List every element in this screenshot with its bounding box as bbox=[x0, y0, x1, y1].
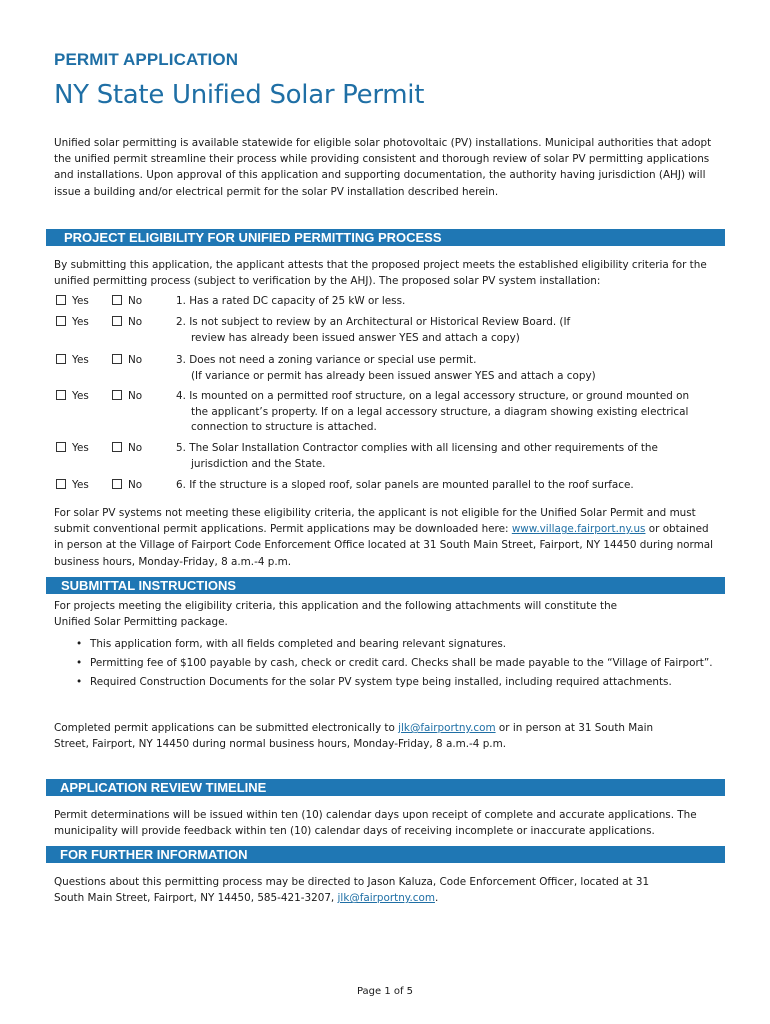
checkbox-icon bbox=[112, 354, 122, 364]
criterion-number: 3. bbox=[176, 354, 186, 366]
yes-checkbox[interactable] bbox=[56, 353, 89, 369]
criterion-line: Is not subject to review by an Architectural or Historical Review Board. (If bbox=[189, 316, 571, 328]
checkbox-icon bbox=[56, 442, 66, 452]
criterion-number: 2. bbox=[176, 316, 186, 328]
contact-email-link[interactable]: jlk@fairportny.com bbox=[337, 892, 435, 905]
yes-checkbox[interactable] bbox=[56, 389, 89, 405]
criterion-continuation: review has already been issued answer YES and attach a copy) bbox=[191, 331, 520, 344]
bullet-text: This application form, with all fields completed and bearing relevant signatures. bbox=[90, 638, 507, 650]
yes-checkbox[interactable] bbox=[56, 315, 89, 331]
criterion-row bbox=[54, 315, 724, 355]
section-heading-review: APPLICATION REVIEW TIMELINE bbox=[46, 779, 725, 796]
no-checkbox[interactable] bbox=[112, 353, 142, 369]
criterion-continuation: jurisdiction and the State. bbox=[191, 457, 326, 470]
checkbox-icon bbox=[112, 295, 122, 305]
submittal-lead: For projects meeting the eligibility criteria, this application and the following attachments will constitute the Unified Solar Permitting package. bbox=[54, 600, 618, 629]
section-heading-submittal: SUBMITTAL INSTRUCTIONS bbox=[46, 577, 725, 594]
no-checkbox[interactable] bbox=[112, 389, 142, 405]
bullet-text: Required Construction Documents for the solar PV system type being installed, including required attachments. bbox=[90, 676, 672, 689]
village-website-link[interactable]: www.village.fairport.ny.us bbox=[511, 523, 646, 536]
no-checkbox[interactable] bbox=[112, 478, 142, 494]
yes-checkbox[interactable] bbox=[56, 441, 89, 457]
criterion-number: 4. bbox=[176, 390, 186, 402]
criterion-text bbox=[176, 294, 706, 310]
criterion-number: 5. bbox=[176, 442, 186, 454]
criterion-continuation: (If variance or permit has already been issued answer YES and attach a copy) bbox=[191, 369, 596, 382]
checkbox-icon bbox=[56, 316, 66, 326]
bullet-glyph: • bbox=[76, 638, 83, 650]
yes-label: Yes bbox=[72, 354, 89, 366]
criterion-line: Has a rated DC capacity of 25 kW or less. bbox=[189, 295, 406, 307]
checkbox-icon bbox=[56, 295, 66, 305]
criterion-text bbox=[176, 478, 706, 494]
checkbox-icon bbox=[56, 479, 66, 489]
yes-label: Yes bbox=[72, 316, 89, 328]
doc-kicker: PERMIT APPLICATION bbox=[54, 50, 239, 69]
yes-label: Yes bbox=[72, 442, 89, 454]
checkbox-icon bbox=[112, 390, 122, 400]
bullet-glyph: • bbox=[76, 657, 83, 670]
section-heading-eligibility: PROJECT ELIGIBILITY FOR UNIFIED PERMITTING PROCESS bbox=[46, 229, 725, 246]
submittal-closing bbox=[54, 720, 674, 752]
page-number: Page 1 of 5 bbox=[356, 986, 414, 997]
criterion-line: The Solar Installation Contractor complies with all licensing and other requirements of the bbox=[189, 442, 658, 454]
no-checkbox[interactable] bbox=[112, 441, 142, 457]
bullet-glyph: • bbox=[76, 676, 83, 689]
section-heading-info: FOR FURTHER INFORMATION bbox=[46, 846, 725, 863]
criterion-text bbox=[176, 441, 706, 472]
criterion-number: 6. bbox=[176, 479, 186, 491]
no-label: No bbox=[128, 390, 143, 402]
eligibility-note-text-end: or obtained in person at the Village of Fairport Code Enforcement Office located at 31 South Main Street, Fairport, NY 14450 during normal business hours, Monday-Friday, 8 a.m.-4 p.m. bbox=[54, 523, 713, 568]
no-label: No bbox=[128, 354, 143, 366]
yes-checkbox[interactable] bbox=[56, 294, 89, 310]
doc-title: NY State Unified Solar Permit bbox=[54, 80, 425, 110]
criterion-text bbox=[176, 389, 706, 436]
checkbox-icon bbox=[112, 479, 122, 489]
yes-label: Yes bbox=[72, 479, 89, 491]
intro-paragraph: Unified solar permitting is available statewide for eligible solar photovoltaic (PV) installations. Municipal authorities that adopt the unified permit streamline their process while providing consistent and thorough review of solar PV permitting applications and installations. Upon approval of this application and supporting documentation, the authority having jurisdiction (AHJ) will issue a building and/or electrical permit for the solar PV installation described herein. bbox=[54, 137, 712, 198]
list-item bbox=[74, 655, 714, 671]
no-checkbox[interactable] bbox=[112, 294, 142, 310]
info-body bbox=[54, 874, 664, 906]
eligibility-note-text: For solar PV systems not meeting these eligibility criteria, the applicant is not eligible for the Unified Solar Permit and must submit conventional permit applications. Permit applications may be downloaded here: bbox=[54, 507, 696, 536]
list-item bbox=[74, 636, 714, 652]
criterion-text bbox=[176, 315, 706, 346]
no-label: No bbox=[128, 295, 143, 307]
criterion-line: If the structure is a sloped roof, solar panels are mounted parallel to the roof surface. bbox=[189, 479, 634, 491]
no-label: No bbox=[128, 479, 143, 491]
no-label: No bbox=[128, 442, 143, 454]
checkbox-icon bbox=[56, 354, 66, 364]
checkbox-icon bbox=[56, 390, 66, 400]
submittal-closing-text: Completed permit applications can be submitted electronically to bbox=[54, 722, 399, 734]
review-body: Permit determinations will be issued within ten (10) calendar days upon receipt of complete and accurate applications. The municipality will provide feedback within ten (10) calendar days of receiving incomplete or inaccurate applications. bbox=[54, 809, 697, 838]
criterion-row bbox=[54, 389, 724, 433]
info-body-text: Questions about this permitting process may be directed to Jason Kaluza, Code Enforcement Officer, located at 31 South Main Street, Fairport, NY 14450, 585-421-3207, bbox=[54, 876, 650, 905]
criterion-number: 1. bbox=[176, 295, 186, 307]
submittal-closing-text-end: or in person at 31 South Main Street, Fairport, NY 14450 during normal business hours, Monday-Friday, 8 a.m.-4 p.m. bbox=[54, 722, 654, 751]
eligibility-lead: By submitting this application, the applicant attests that the proposed project meets the established eligibility criteria for the unified permitting process (subject to verification by the AHJ). The proposed solar PV system installation: bbox=[54, 259, 707, 288]
submittal-bullet-list bbox=[74, 636, 714, 694]
criterion-text bbox=[176, 353, 706, 384]
checkbox-icon bbox=[112, 442, 122, 452]
checkbox-icon bbox=[112, 316, 122, 326]
criterion-line: Does not need a zoning variance or special use permit. bbox=[189, 354, 477, 366]
criterion-line: Is mounted on a permitted roof structure, on a legal accessory structure, or ground mounted on bbox=[189, 390, 690, 402]
yes-checkbox[interactable] bbox=[56, 478, 89, 494]
info-body-text-end: . bbox=[434, 892, 439, 905]
yes-label: Yes bbox=[72, 295, 89, 307]
yes-label: Yes bbox=[72, 390, 89, 402]
eligibility-note bbox=[54, 505, 714, 570]
no-label: No bbox=[128, 316, 143, 328]
criterion-continuation: the applicant’s property. If on a legal accessory structure, a diagram showing existing electrical connection to structure is attached. bbox=[191, 405, 689, 433]
criterion-row bbox=[54, 353, 724, 393]
criterion-row bbox=[54, 441, 724, 481]
no-checkbox[interactable] bbox=[112, 315, 142, 331]
email-link[interactable]: jlk@fairportny.com bbox=[398, 722, 496, 734]
bullet-text: Permitting fee of $100 payable by cash, check or credit card. Checks shall be made payable to the “Village of Fairport”. bbox=[90, 657, 713, 670]
list-item bbox=[74, 674, 714, 690]
